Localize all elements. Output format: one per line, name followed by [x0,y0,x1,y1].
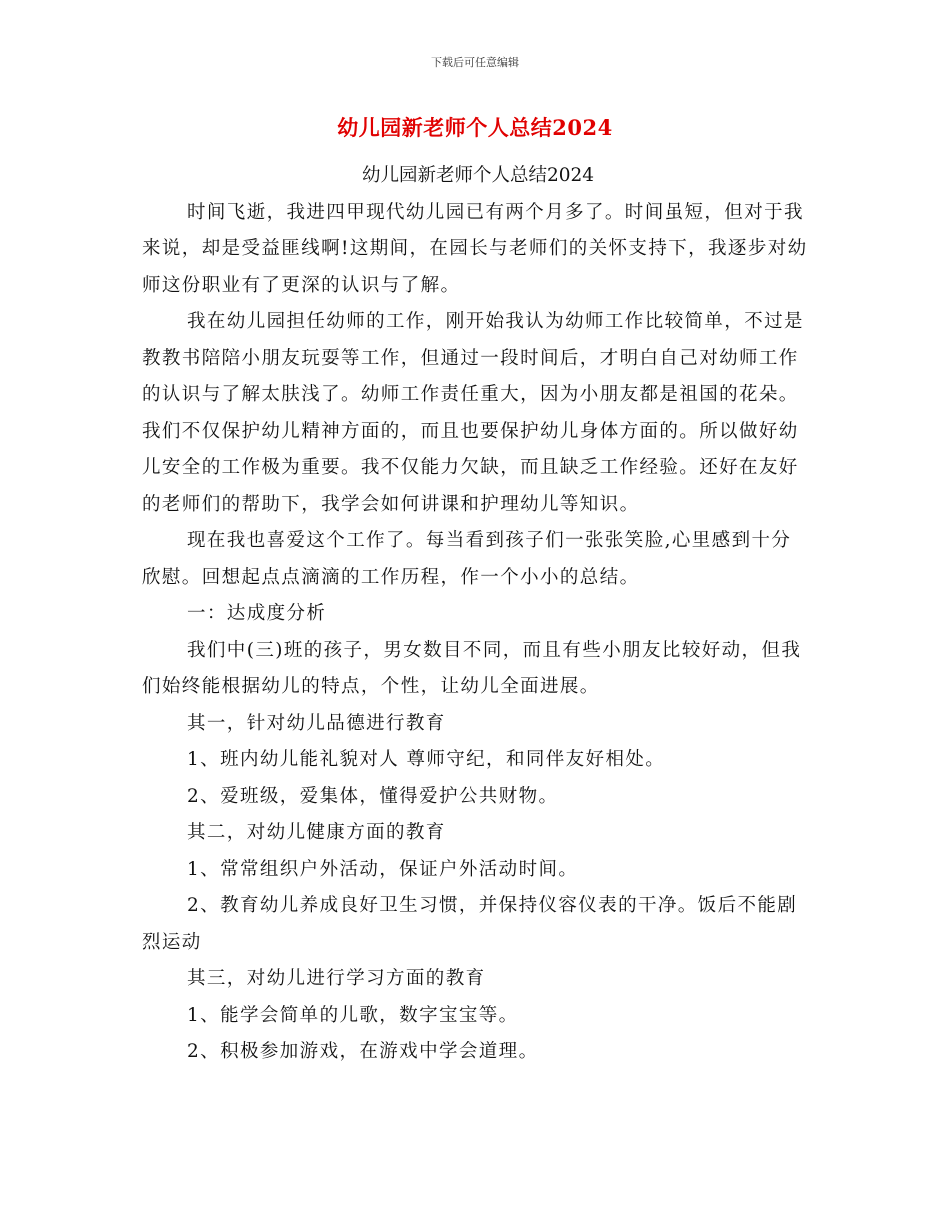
list-item-moral-2: 2、爱班级，爱集体，懂得爱护公共财物。 [187,785,559,807]
list-item-study-2: 2、积极参加游戏，在游戏中学会道理。 [187,1041,539,1062]
subheading-moral-education: 其一，针对幼儿品德进行教育 [187,712,446,734]
section-heading-analysis: 一：达成度分析 [187,603,327,624]
document-title: 幼儿园新老师个人总结2024 [337,115,613,140]
list-item-health-1: 1、常常组织户外活动，保证户外活动时间。 [187,858,579,880]
page-header-note: 下载后可任意编辑 [431,56,519,69]
paragraph-class-overview: 我们中(三)班的孩子，男女数目不同，而且有些小朋友比较好动，但我们始终能根据幼儿的特点，个性，让幼儿全面进展。 [142,639,802,697]
subheading-study-education: 其三，对幼儿进行学习方面的教育 [187,968,486,989]
subheading-health-education: 其二，对幼儿健康方面的教育 [187,822,446,843]
paragraph-feeling: 现在我也喜爱这个工作了。每当看到孩子们一张张笑脸,心里感到十分欣慰。回想起点点滴滴的工作历程，作一个小小的总结。 [142,530,792,588]
document-subtitle: 幼儿园新老师个人总结2024 [361,165,595,186]
paragraph-role: 我在幼儿园担任幼师的工作，刚开始我认为幼师工作比较简单，不过是教教书陪陪小朋友玩耍等工作，但通过一段时间后，才明白自己对幼师工作的认识与了解太肤浅了。幼师工作责任重大，因为小朋友都是祖国的花朵。我们不仅保护幼儿精神方面的，而且也要保护幼儿身体方面的。所以做好幼儿安全的工作极为重要。我不仅能力欠缺，而且缺乏工作经验。还好在友好的老师们的帮助下，我学会如何讲课和护理幼儿等知识。 [142,311,804,515]
list-item-study-1: 1、能学会简单的儿歌，数字宝宝等。 [187,1004,519,1026]
paragraph-intro: 时间飞逝，我进四甲现代幼儿园已有两个月多了。时间虽短，但对于我来说，却是受益匪线啊!这期间，在园长与老师们的关怀支持下，我逐步对幼师这份职业有了更深的认识与了解。 [142,201,808,296]
list-item-health-2: 2、教育幼儿养成良好卫生习惯，并保持仪容仪表的干净。饭后不能剧烈运动 [142,895,798,953]
document-body [142,158,810,1071]
list-item-moral-1: 1、班内幼儿能礼貌对人 尊师守纪，和同伴友好相处。 [187,749,666,770]
